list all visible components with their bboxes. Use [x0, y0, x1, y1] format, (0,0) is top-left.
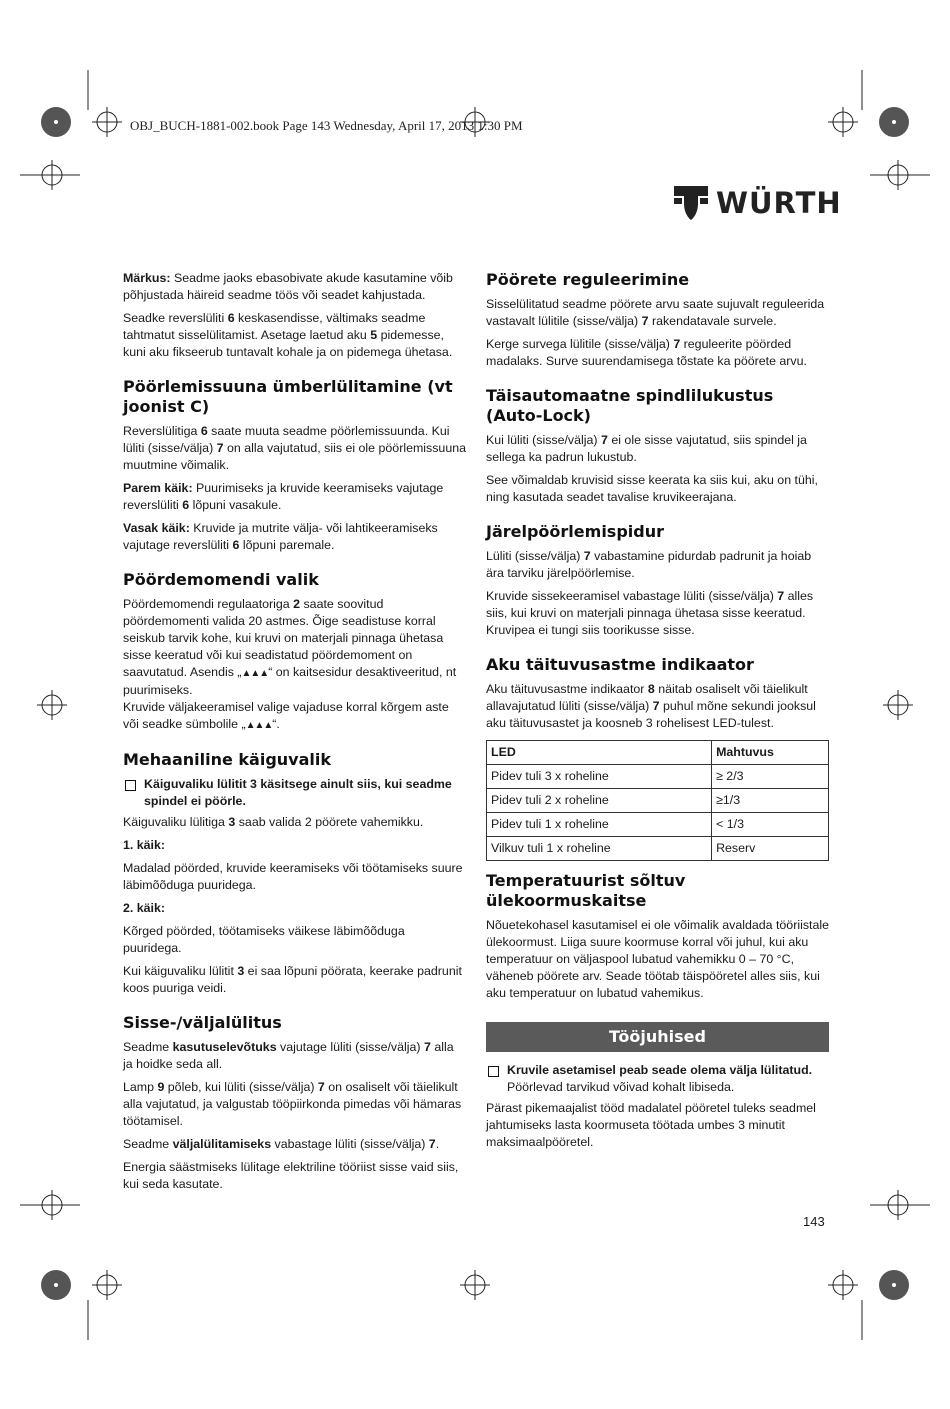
heading-battery: Aku täituvusastme indikaator — [486, 655, 754, 674]
paragraph: Sisselülitatud seadme pöörete arvu saate sujuvalt reguleerida vastavalt lülitile (sisse/välja) 7 rakendatavale survele. — [486, 297, 825, 328]
heading-gear: Mehaaniline käiguvalik — [123, 750, 332, 769]
paragraph: Aku täituvusastme indikaator 8 näitab osaliselt või täielikult allavajutatud lüliti (sisse/välja) 7 puhul mõne sekundi jooksul aku täituvusastet ja koosneb 3 rohelisest LED-tulest. — [486, 682, 816, 730]
heading-speed: Pöörete reguleerimine — [486, 270, 690, 289]
heading-brake: Järelpöörlemispidur — [486, 522, 664, 541]
paragraph: Kruvide sissekeeramisel vabastage lüliti (sisse/välja) 7 alles siis, kui kruvi on materjali pinnaga ühetasa sisse keeratud. Kruvipea ei tungi siis toorikusse sisse. — [486, 589, 814, 637]
table-header-cell: LED — [487, 741, 712, 765]
gear1-label: 1. käik: — [123, 838, 166, 852]
table-cell: < 1/3 — [712, 813, 829, 837]
paragraph: Nõuetekohasel kasutamisel ei ole võimalik avaldada tööriistale ülekoormust. Liiga suure koormuse korral või juhul, kui aku temperatuur on väljaspool lubatud vahemikku 0 – 70 °C, väheneb pöörete arv. Seade töötab täispööretel alles siis, kui aku temperatuur on lubatud vahemikus. — [486, 918, 829, 1000]
paragraph: Madalad pöörded, kruvide keeramiseks või töötamiseks suure läbimõõduga puuridega. — [123, 861, 463, 892]
battery-table — [486, 740, 829, 861]
table-cell: Pidev tuli 1 x roheline — [487, 813, 712, 837]
warning-bullet: Käiguvaliku lülitit 3 käsitsege ainult siis, kui seadme spindel ei pöörle. — [123, 776, 466, 810]
left-column — [123, 270, 466, 1199]
table-row — [487, 765, 829, 789]
wurth-logo-icon — [674, 186, 708, 220]
warning-bullet: Kruvile asetamisel peab seade olema välja lülitatud. Pöörlevad tarvikud võivad kohalt libiseda. — [486, 1062, 829, 1096]
gear2-label: 2. käik: — [123, 901, 166, 915]
table-cell: ≥ 2/3 — [712, 765, 829, 789]
paragraph: Käiguvaliku lülitiga 3 saab valida 2 pöörete vahemikku. — [123, 815, 424, 829]
table-header-row — [487, 741, 829, 765]
heading-onoff: Sisse-/väljalülitus — [123, 1013, 282, 1032]
paragraph: Kruvide väljakeeramisel valige vajaduse korral kõrgem aste või seadke sümbolile „▲▲▲“. — [123, 700, 449, 731]
paragraph: Pöördemomendi regulaatoriga 2 saate soovitud pöördemomenti valida 20 astmes. Õige seadistuse korral seiskub tarvik kohe, kui kruvi on materjali pinnaga ühetasa sisse keeratud või kui seadistatud pöördemoment on saavutatud. Asendis „▲▲▲“ on kaitsesidur desaktiveeritud, nt puurimiseks. — [123, 597, 457, 697]
page-number: 143 — [803, 1214, 825, 1229]
drill-symbol: ▲▲▲ — [245, 720, 273, 731]
table-row — [487, 813, 829, 837]
heading-autolock: Täisautomaatne spindlilukustus (Auto-Lock) — [486, 386, 774, 425]
table-cell: Reserv — [712, 837, 829, 861]
paragraph: Seadme väljalülitamiseks vabastage lüliti (sisse/välja) 7. — [123, 1137, 440, 1151]
paragraph: Vasak käik: Kruvide ja mutrite välja- või lahtikeeramiseks vajutage reverslüliti 6 lõpuni paremale. — [123, 521, 438, 552]
heading-temperature: Temperatuurist sõltuv ülekoormuskaitse — [486, 871, 686, 910]
paragraph: Lüliti (sisse/välja) 7 vabastamine pidurdab padrunit ja hoiab ära tarviku järelpöörlemise. — [486, 549, 812, 580]
heading-torque: Pöördemomendi valik — [123, 570, 319, 589]
table-cell: Pidev tuli 2 x roheline — [487, 789, 712, 813]
paragraph: Kerge survega lülitile (sisse/välja) 7 reguleerite pöörded madalaks. Surve suurendamisega tõstate ka pöörete arvu. — [486, 337, 807, 368]
paragraph: See võimaldab kruvisid sisse keerata ka siis kui, aku on tühi, ning kasutada seadet tavalise kruvikeerajana. — [486, 473, 818, 504]
table-row — [487, 837, 829, 861]
paragraph: Seadke reverslüliti 6 keskasendisse, vältimaks seadme tahtmatut sisselülitamist. Asetage laetud aku 5 pidemesse, kuni aku fikseerub tuntavalt kohale ja on pidemega ühetasa. — [123, 311, 453, 359]
paragraph: Lamp 9 põleb, kui lüliti (sisse/välja) 7 on osaliselt või täielikult alla vajutatud, ja valgustab tööpiirkonda pimedas või hämaras töötamisel. — [123, 1080, 462, 1128]
paragraph: Kui käiguvaliku lülitit 3 ei saa lõpuni pöörata, keerake padrunit koos puuriga veidi. — [123, 964, 462, 995]
drill-symbol: ▲▲▲ — [241, 668, 269, 679]
heading-rotation: Pöörlemissuuna ümberlülitamine (vt joonist C) — [123, 377, 453, 416]
table-header-cell: Mahtuvus — [712, 741, 829, 765]
paragraph: Energia säästmiseks lülitage elektriline tööriist sisse vaid siis, kui seda kasutate. — [123, 1160, 459, 1191]
checkbox-square-icon — [488, 1066, 499, 1077]
table-row — [487, 789, 829, 813]
section-bar-work-instructions: Tööjuhised — [486, 1022, 829, 1052]
paragraph: Pärast pikemaajalist tööd madalatel pööretel tuleks seadmel jahtumiseks lasta koormuseta töötada umbes 3 minutit maksimaalpööretel. — [486, 1101, 816, 1149]
right-column — [486, 270, 829, 1157]
wurth-logo — [674, 186, 842, 220]
paragraph: Kõrged pöörded, töötamiseks väikese läbimõõduga puuridega. — [123, 924, 405, 955]
logo-text: WÜRTH — [716, 185, 842, 220]
running-head: OBJ_BUCH-1881-002.book Page 143 Wednesday, April 17, 2013 1:30 PM — [130, 118, 523, 133]
paragraph: Reverslülitiga 6 saate muuta seadme pöörlemissuunda. Kui lüliti (sisse/välja) 7 on alla vajutatud, siis ei ole pöörlemissuuna muutmine võimalik. — [123, 424, 466, 472]
note-paragraph: Märkus: Seadme jaoks ebasobivate akude kasutamine võib põhjustada häireid seadme töös või seadet kahjustada. — [123, 271, 453, 302]
checkbox-square-icon — [125, 780, 136, 791]
table-cell: Pidev tuli 3 x roheline — [487, 765, 712, 789]
table-cell: Vilkuv tuli 1 x roheline — [487, 837, 712, 861]
paragraph: Kui lüliti (sisse/välja) 7 ei ole sisse vajutatud, siis spindel ja sellega ka padrun lukustub. — [486, 433, 807, 464]
paragraph: Seadme kasutuselevõtuks vajutage lüliti (sisse/välja) 7 alla ja hoidke seda all. — [123, 1040, 454, 1071]
table-cell: ≥1/3 — [712, 789, 829, 813]
paragraph: Parem käik: Puurimiseks ja kruvide keeramiseks vajutage reverslüliti 6 lõpuni vasakule. — [123, 481, 444, 512]
